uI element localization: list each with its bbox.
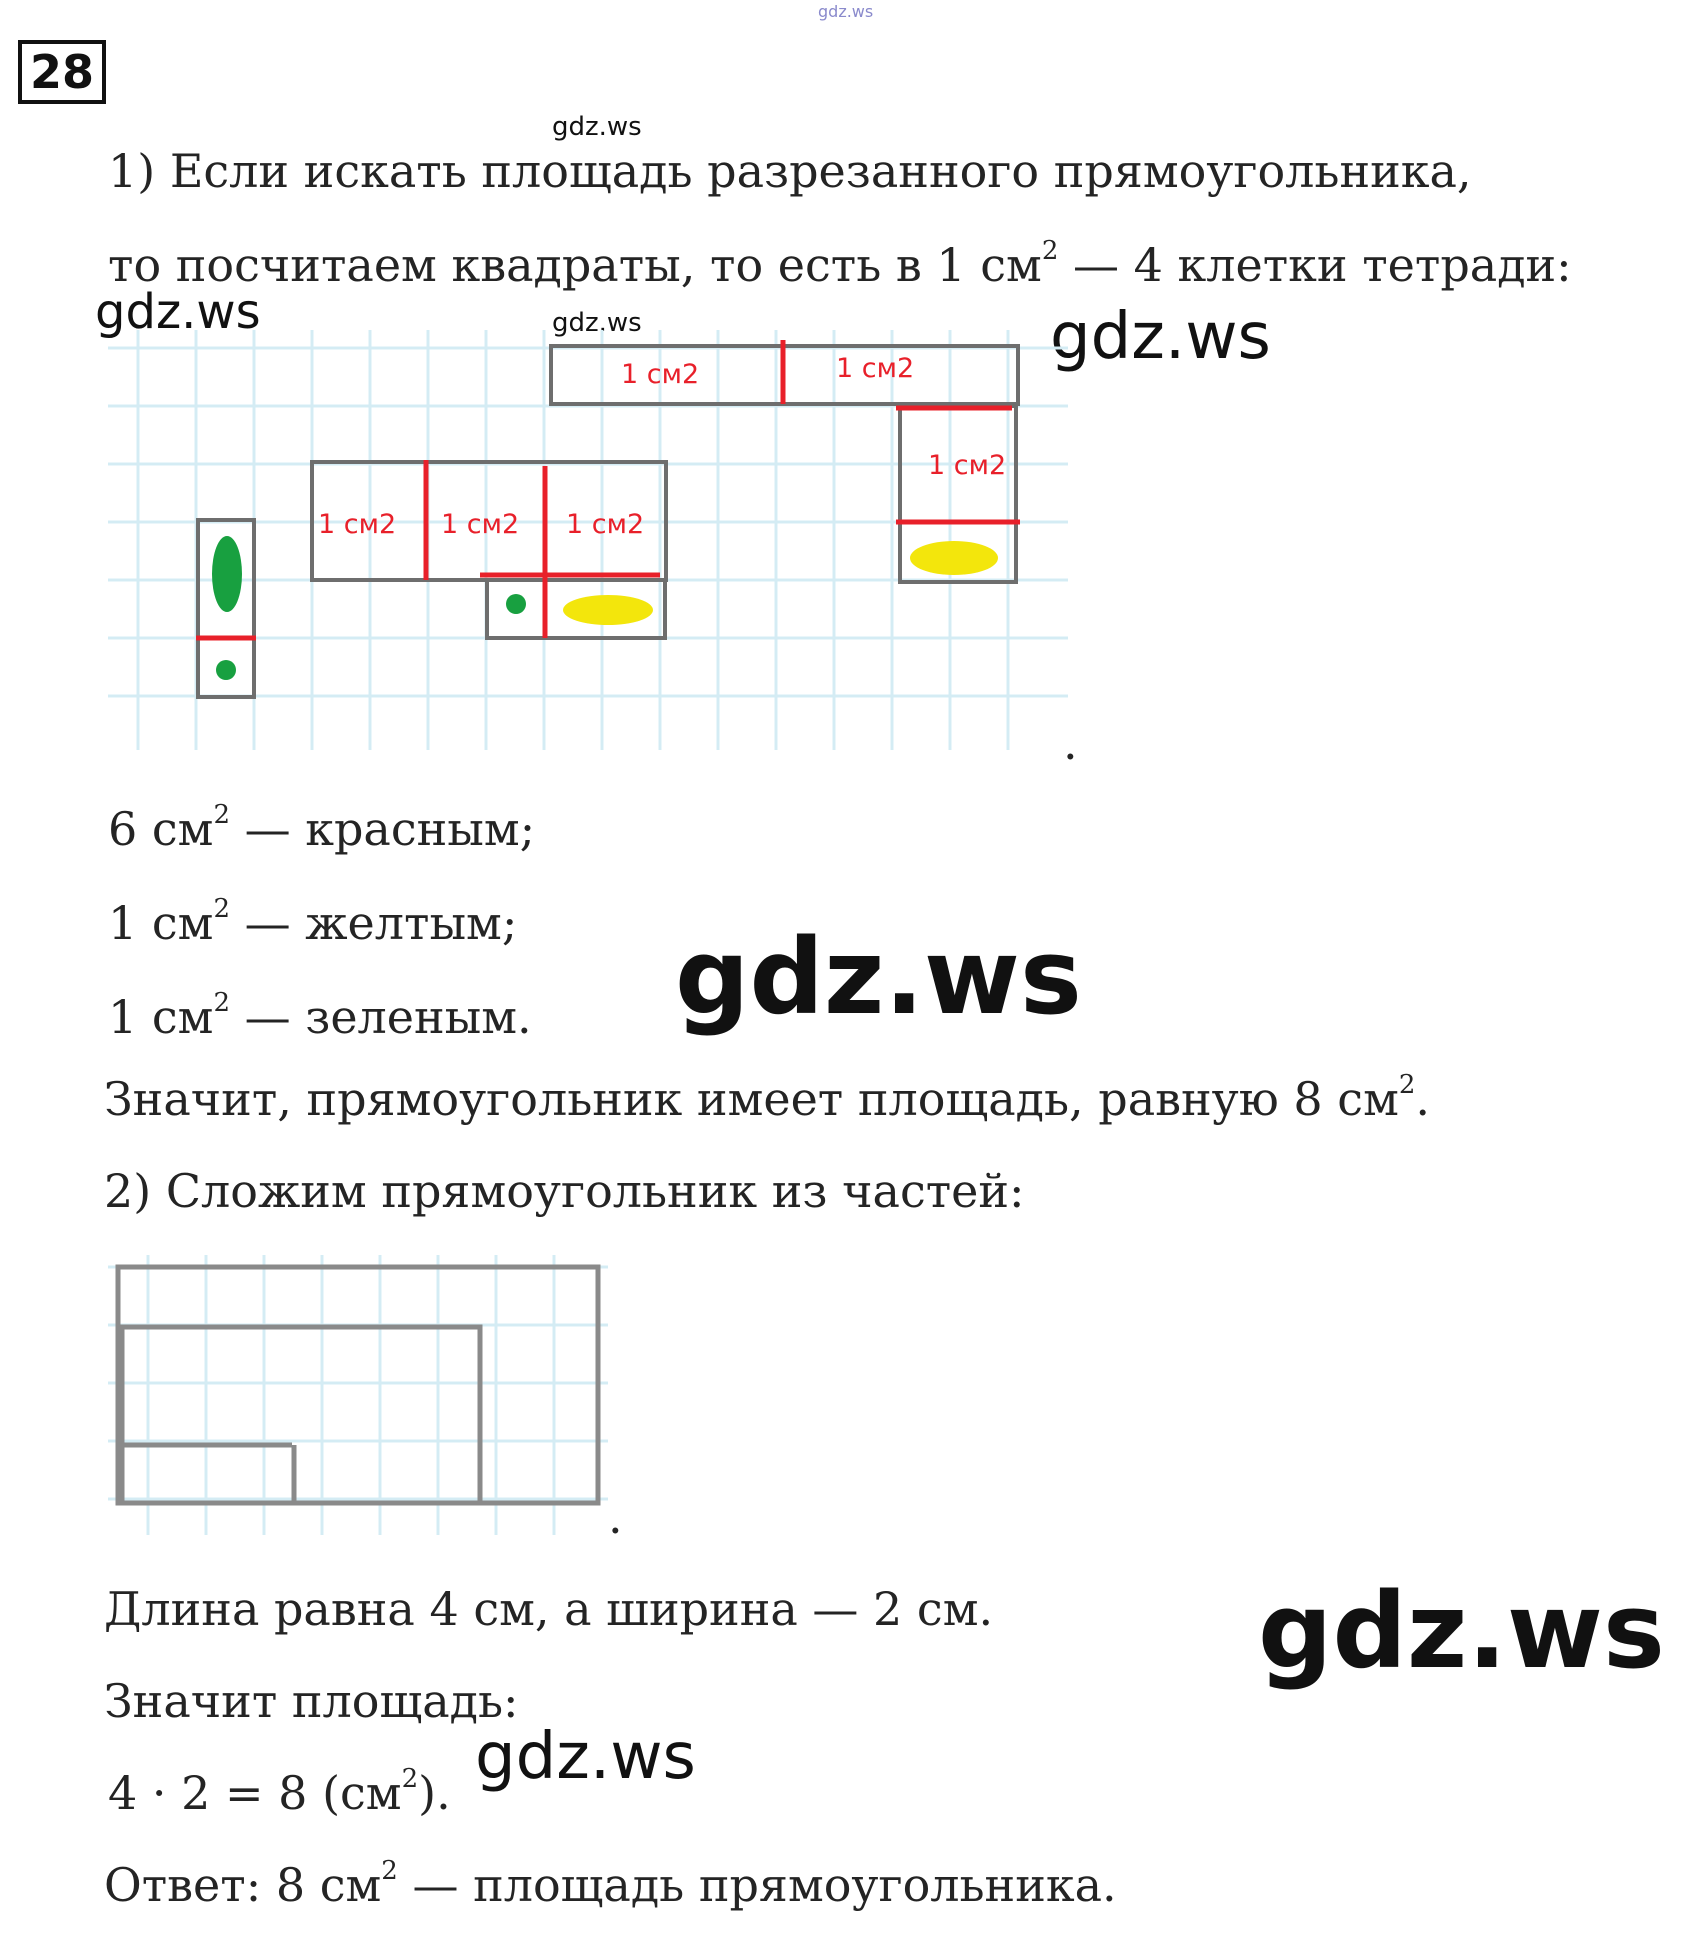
watermark-4: gdz.ws [1050, 300, 1271, 374]
area-label: Значит площадь: [104, 1674, 519, 1728]
figure2-assembled-rectangle [108, 1255, 608, 1535]
watermark-2: gdz.ws [95, 284, 261, 340]
list-yellow: 1 $см^2$ — желтым; [108, 893, 518, 950]
watermark-5: gdz.ws [675, 916, 1082, 1038]
watermark-small-1: gdz.ws [552, 112, 642, 142]
part2-title: 2) Сложим прямоугольник из частей: [104, 1164, 1025, 1218]
yellow-mark-right [910, 541, 998, 575]
watermark-small-3: gdz.ws [552, 308, 642, 338]
task-number: 28 [18, 40, 106, 104]
watermark-7: gdz.ws [475, 1720, 696, 1794]
outer-rectangle [118, 1267, 598, 1503]
red-label-5: 1 см2 [441, 509, 520, 540]
answer: Ответ: 8 $см^2$ — площадь прямоугольника. [104, 1855, 1117, 1912]
part1-line1: 1) Если искать площадь разрезанного прямоугольника, [108, 144, 1472, 198]
list-red: 6 $см^2$ — красным; [108, 799, 536, 856]
green-dot-middle [506, 594, 526, 614]
conclusion: Значит, прямоугольник имеет площадь, равную 8 $см^2$. [104, 1069, 1431, 1126]
watermark-top: gdz.ws [818, 2, 874, 21]
red-label-4: 1 см2 [318, 509, 397, 540]
watermark-6: gdz.ws [1258, 1570, 1665, 1692]
red-label-6: 1 см2 [566, 509, 645, 540]
inner-rectangle [122, 1327, 480, 1503]
red-label-3: 1 см2 [928, 450, 1007, 481]
list-green: 1 $см^2$ — зеленым. [108, 987, 532, 1044]
yellow-mark-middle [563, 595, 653, 625]
figure1-end-mark: . [1063, 716, 1078, 770]
red-label-1: 1 см2 [621, 359, 700, 390]
figure2-end-mark: . [608, 1490, 623, 1544]
figure1-cut-rectangle [108, 330, 1068, 750]
formula: 4 · 2 = 8 $(см^2)$. [108, 1763, 451, 1820]
green-dot-left [216, 660, 236, 680]
green-mark-large [212, 536, 242, 612]
dimensions: Длина равна 4 см, а ширина — 2 см. [104, 1582, 994, 1636]
grid-lines-2 [108, 1255, 608, 1535]
part1-line2: то посчитаем квадраты, то есть в 1 $см^2$ — 4 клетки тетради: [108, 235, 1572, 292]
red-label-2: 1 см2 [836, 353, 915, 384]
